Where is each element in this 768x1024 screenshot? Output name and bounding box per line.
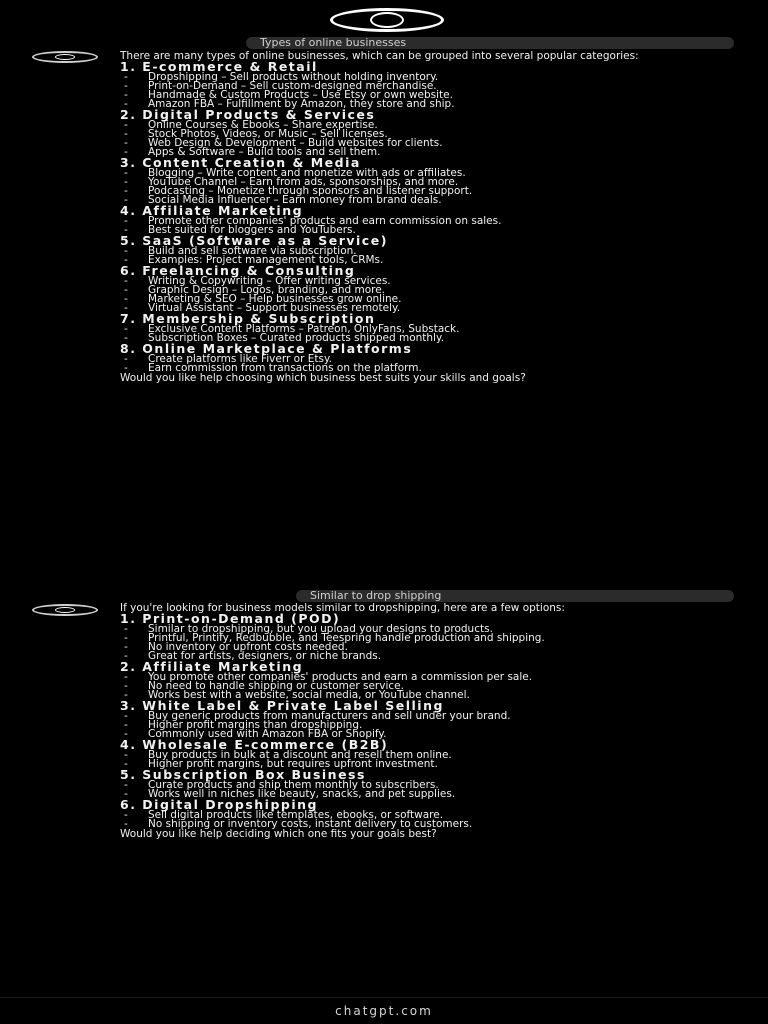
bullet-item: - No need to handle shipping or customer service.: [120, 682, 720, 691]
section-heading: 1. Print-on-Demand (POD): [120, 611, 341, 626]
section-heading: 8. Online Marketplace & Platforms: [120, 341, 413, 356]
section-heading: 6. Digital Dropshipping: [120, 797, 318, 812]
answer-outro: Would you like help choosing which business best suits your skills and goals?: [120, 372, 526, 384]
bullet-item: - Works well in niches like beauty, snacks, and pet supplies.: [120, 790, 720, 799]
bullet-item: - Create platforms like Fiverr or Etsy.: [120, 355, 720, 364]
bullet-item: - Virtual Assistant – Support businesses remotely.: [120, 304, 720, 313]
bullet-item: - Buy generic products from manufacturers and sell under your brand.: [120, 712, 720, 721]
bullet-item: - Web Design & Development – Build websites for clients.: [120, 139, 720, 148]
answer-intro: There are many types of online businesses, which can be grouped into several popular categories:: [120, 50, 639, 62]
section-heading: 6. Freelancing & Consulting: [120, 263, 356, 278]
bullet-list: [120, 625, 720, 661]
section-heading: 2. Digital Products & Services: [120, 107, 376, 122]
bullet-item: - Podcasting – Monetize through sponsors and listener support.: [120, 187, 720, 196]
section-heading: 4. Affiliate Marketing: [120, 203, 304, 218]
bullet-item: - Marketing & SEO – Help businesses grow online.: [120, 295, 720, 304]
bullet-item: - Dropshipping – Sell products without holding inventory.: [120, 73, 720, 82]
bullet-item: - Higher profit margins, but requires upfront investment.: [120, 760, 720, 769]
user-message-1: Types of online businesses: [246, 37, 734, 49]
bullet-item: - No shipping or inventory costs, instant delivery to customers.: [120, 820, 720, 829]
bullet-item: - No inventory or upfront costs needed.: [120, 643, 720, 652]
section-heading: 5. SaaS (Software as a Service): [120, 233, 388, 248]
bullet-list: [120, 169, 720, 205]
bullet-item: - Social Media Influencer – Earn money from brand deals.: [120, 196, 720, 205]
bullet-list: [120, 247, 720, 265]
bullet-item: - Blogging – Write content and monetize with ads or affiliates.: [120, 169, 720, 178]
assistant-avatar-icon: [32, 604, 98, 616]
bullet-item: - Curate products and ship them monthly to subscribers.: [120, 781, 720, 790]
section-heading: 4. Wholesale E-commerce (B2B): [120, 737, 389, 752]
bullet-item: - Handmade & Custom Products – Use Etsy or own website.: [120, 91, 720, 100]
bullet-item: - Sell digital products like templates, ebooks, or software.: [120, 811, 720, 820]
bullet-item: - Exclusive Content Platforms – Patreon, OnlyFans, Substack.: [120, 325, 720, 334]
answer-outro: Would you like help deciding which one fits your goals best?: [120, 828, 437, 840]
bullet-item: - Earn commission from transactions on the platform.: [120, 364, 720, 373]
bullet-list: [120, 73, 720, 109]
bullet-item: - Similar to dropshipping, but you upload your designs to products.: [120, 625, 720, 634]
chatgpt-logo-icon[interactable]: [330, 8, 444, 32]
section-heading: 7. Membership & Subscription: [120, 311, 376, 326]
bullet-list: [120, 121, 720, 157]
user-message-2: Similar to drop shipping: [296, 590, 734, 602]
bullet-item: - Apps & Software – Build tools and sell them.: [120, 148, 720, 157]
bullet-item: - Examples: Project management tools, CRMs.: [120, 256, 720, 265]
bullet-list: [120, 811, 720, 829]
section-heading: 5. Subscription Box Business: [120, 767, 366, 782]
bullet-item: - Online Courses & Ebooks – Share expertise.: [120, 121, 720, 130]
bullet-item: - YouTube Channel – Earn from ads, sponsorships, and more.: [120, 178, 720, 187]
bullet-item: - Buy products in bulk at a discount and resell them online.: [120, 751, 720, 760]
bullet-item: - Writing & Copywriting – Offer writing services.: [120, 277, 720, 286]
bullet-item: - Works best with a website, social media, or YouTube channel.: [120, 691, 720, 700]
footer-site[interactable]: chatgpt.com: [0, 997, 768, 1024]
bullet-list: [120, 673, 720, 700]
bullet-item: - Stock Photos, Videos, or Music – Sell licenses.: [120, 130, 720, 139]
bullet-item: - Commonly used with Amazon FBA or Shopify.: [120, 730, 720, 739]
bullet-list: [120, 217, 720, 235]
bullet-item: - Build and sell software via subscription.: [120, 247, 720, 256]
bullet-list: [120, 325, 720, 343]
bullet-item: - Promote other companies' products and earn commission on sales.: [120, 217, 720, 226]
section-heading: 3. White Label & Private Label Selling: [120, 698, 444, 713]
bullet-item: - Graphic Design – Logos, branding, and more.: [120, 286, 720, 295]
assistant-answer-2: [120, 604, 720, 988]
assistant-avatar-icon: [32, 51, 98, 63]
bullet-item: - Great for artists, designers, or niche brands.: [120, 652, 720, 661]
bullet-item: - Print-on-Demand – Sell custom-designed merchandise.: [120, 82, 720, 91]
bullet-list: [120, 781, 720, 799]
bullet-list: [120, 751, 720, 769]
answer-intro: If you're looking for business models similar to dropshipping, here are a few options:: [120, 602, 565, 614]
bullet-list: [120, 355, 720, 373]
bullet-list: [120, 277, 720, 313]
bullet-list: [120, 712, 720, 739]
bullet-item: - Printful, Printify, Redbubble, and Teespring handle production and shipping.: [120, 634, 720, 643]
section-heading: 1. E-commerce & Retail: [120, 59, 318, 74]
bullet-item: - Higher profit margins than dropshipping.: [120, 721, 720, 730]
assistant-answer-1: [120, 52, 720, 582]
bullet-item: - Subscription Boxes – Curated products shipped monthly.: [120, 334, 720, 343]
bullet-item: - You promote other companies' products and earn a commission per sale.: [120, 673, 720, 682]
bullet-item: - Best suited for bloggers and YouTubers.: [120, 226, 720, 235]
section-heading: 3. Content Creation & Media: [120, 155, 361, 170]
section-heading: 2. Affiliate Marketing: [120, 659, 304, 674]
bullet-item: - Amazon FBA – Fulfillment by Amazon, they store and ship.: [120, 100, 720, 109]
